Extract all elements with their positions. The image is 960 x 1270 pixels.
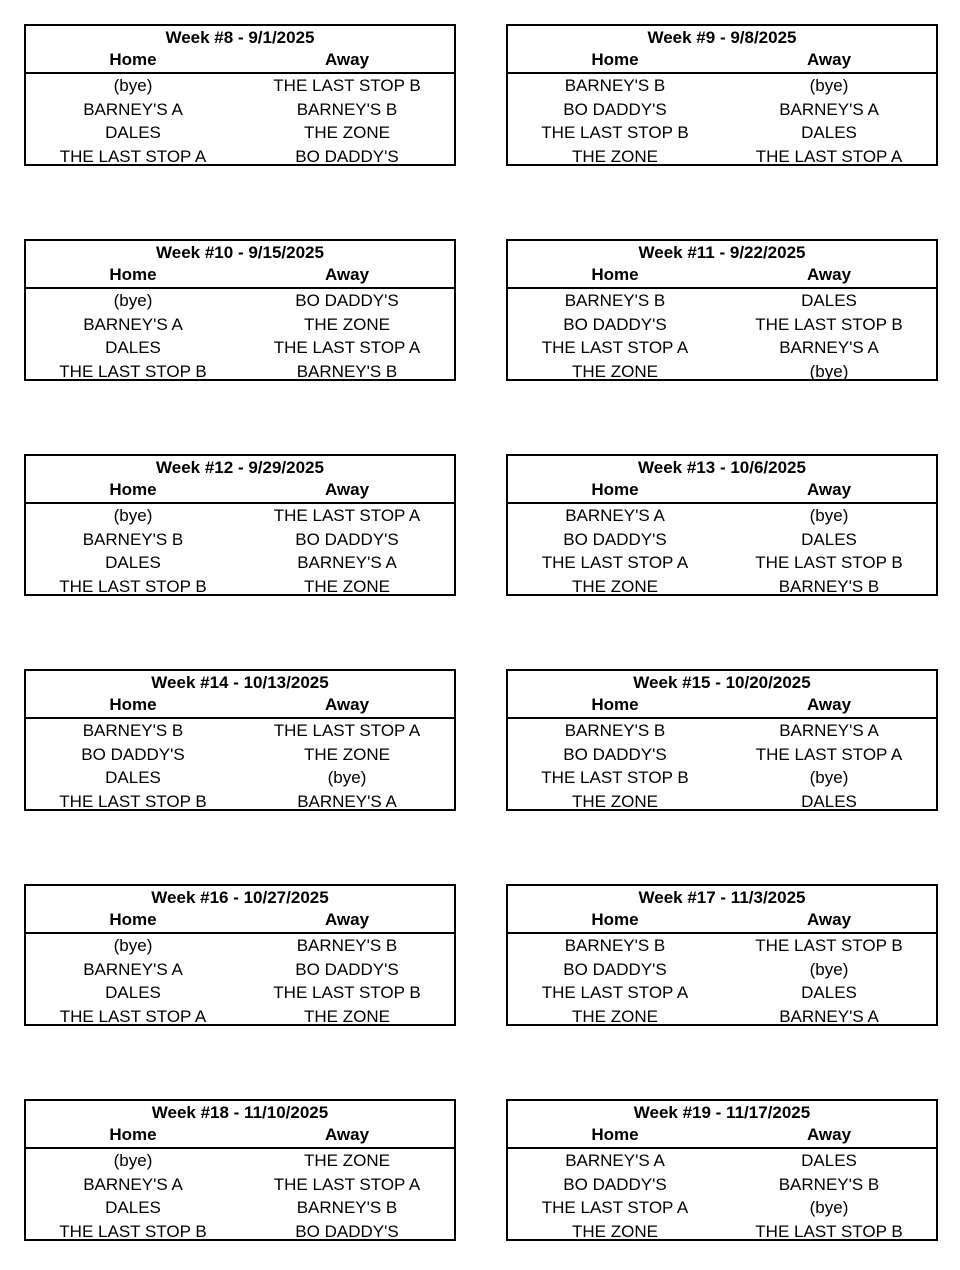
column-header-row — [508, 909, 936, 934]
away-team: DALES — [801, 123, 857, 142]
away-team: THE ZONE — [304, 1151, 390, 1170]
game-row — [26, 719, 454, 743]
game-row — [508, 121, 936, 145]
home-column-header: Home — [109, 910, 157, 929]
home-team: BARNEY'S A — [565, 506, 665, 525]
away-team: DALES — [801, 983, 857, 1002]
column-header-row — [26, 1124, 454, 1149]
home-team: THE LAST STOP A — [541, 338, 689, 357]
game-row — [26, 958, 454, 982]
week-schedule-table — [24, 24, 456, 166]
game-row — [508, 958, 936, 982]
away-column-header: Away — [806, 1125, 852, 1144]
game-row — [508, 145, 936, 169]
away-column-header: Away — [806, 695, 852, 714]
away-column-header: Away — [806, 265, 852, 284]
week-title: Week #13 - 10/6/2025 — [638, 458, 806, 477]
game-row — [508, 1005, 936, 1029]
game-row — [508, 1220, 936, 1244]
week-schedule-table — [24, 454, 456, 596]
away-team: THE LAST STOP B — [273, 983, 421, 1002]
away-team: THE LAST STOP A — [273, 506, 421, 525]
game-row — [26, 790, 454, 814]
home-team: THE LAST STOP A — [59, 1006, 207, 1026]
away-team: (bye) — [809, 76, 849, 95]
away-team: (bye) — [809, 959, 849, 979]
game-row — [508, 528, 936, 552]
home-column-header: Home — [591, 265, 639, 284]
away-team: THE ZONE — [304, 123, 390, 142]
away-team: BARNEY'S B — [296, 361, 398, 381]
away-team: BO DADDY'S — [295, 959, 399, 979]
home-column-header: Home — [109, 50, 157, 69]
home-team: BARNEY'S B — [564, 291, 666, 310]
away-column-header: Away — [324, 695, 370, 714]
home-team: DALES — [105, 123, 161, 142]
away-team: THE LAST STOP A — [273, 721, 421, 740]
home-team: THE ZONE — [572, 576, 658, 596]
home-team: THE LAST STOP A — [59, 146, 207, 166]
game-row — [26, 74, 454, 98]
away-team: THE ZONE — [304, 576, 390, 596]
week-schedule-table — [24, 1099, 456, 1241]
home-column-header: Home — [591, 480, 639, 499]
week-schedule-table — [24, 239, 456, 381]
home-team: THE LAST STOP B — [541, 768, 689, 787]
week-title: Week #12 - 9/29/2025 — [156, 458, 324, 477]
game-row — [26, 313, 454, 337]
home-team: THE LAST STOP A — [541, 1198, 689, 1217]
away-team: BO DADDY'S — [295, 1221, 399, 1241]
game-row — [508, 98, 936, 122]
away-team: BARNEY'S B — [296, 936, 398, 955]
home-team: THE ZONE — [572, 1221, 658, 1241]
away-team: THE LAST STOP B — [755, 314, 903, 334]
home-team: BO DADDY'S — [563, 314, 667, 334]
home-team: DALES — [105, 553, 161, 572]
home-team: BARNEY'S A — [83, 1174, 183, 1194]
game-row — [508, 743, 936, 767]
game-row — [508, 1173, 936, 1197]
away-team: BARNEY'S B — [778, 576, 880, 596]
away-team: DALES — [801, 1151, 857, 1170]
away-team: THE LAST STOP B — [273, 76, 421, 95]
game-row — [508, 719, 936, 743]
home-team: THE ZONE — [572, 146, 658, 166]
away-column-header: Away — [324, 910, 370, 929]
game-row — [26, 1220, 454, 1244]
away-team: BARNEY'S A — [297, 791, 397, 811]
home-team: THE ZONE — [572, 791, 658, 811]
game-row — [508, 74, 936, 98]
game-row — [26, 145, 454, 169]
away-team: BARNEY'S A — [779, 338, 879, 357]
away-column-header: Away — [806, 910, 852, 929]
away-team: BO DADDY'S — [295, 529, 399, 549]
away-team: THE LAST STOP B — [755, 1221, 903, 1241]
home-team: BARNEY'S A — [83, 99, 183, 119]
home-column-header: Home — [591, 910, 639, 929]
game-row — [26, 1173, 454, 1197]
game-row — [508, 313, 936, 337]
away-team: THE ZONE — [304, 1006, 390, 1026]
home-team: THE LAST STOP B — [541, 123, 689, 142]
week-title: Week #16 - 10/27/2025 — [151, 888, 329, 907]
away-team: DALES — [801, 529, 857, 549]
week-title: Week #11 - 9/22/2025 — [638, 243, 806, 262]
home-team: BARNEY'S A — [83, 314, 183, 334]
column-header-row — [508, 694, 936, 719]
home-team: BARNEY'S B — [564, 76, 666, 95]
home-team: BO DADDY'S — [563, 1174, 667, 1194]
home-column-header: Home — [109, 1125, 157, 1144]
game-row — [508, 934, 936, 958]
home-team: BARNEY'S B — [82, 721, 184, 740]
home-column-header: Home — [109, 695, 157, 714]
away-team: BARNEY'S A — [779, 1006, 879, 1026]
game-row — [26, 121, 454, 145]
game-row — [508, 504, 936, 528]
away-team: (bye) — [809, 768, 849, 787]
home-column-header: Home — [591, 695, 639, 714]
game-row — [26, 934, 454, 958]
away-team: (bye) — [809, 361, 849, 381]
game-row — [508, 790, 936, 814]
away-team: BARNEY'S A — [779, 721, 879, 740]
game-row — [26, 575, 454, 599]
column-header-row — [26, 49, 454, 74]
week-schedule-table — [506, 239, 938, 381]
away-team: THE LAST STOP A — [273, 338, 421, 357]
game-row — [508, 981, 936, 1005]
home-team: THE ZONE — [572, 1006, 658, 1026]
away-team: (bye) — [327, 768, 367, 787]
home-team: BARNEY'S A — [83, 959, 183, 979]
away-team: THE LAST STOP B — [755, 936, 903, 955]
week-title: Week #8 - 9/1/2025 — [165, 28, 315, 47]
column-header-row — [26, 479, 454, 504]
game-row — [508, 360, 936, 384]
column-header-row — [508, 479, 936, 504]
game-row — [26, 504, 454, 528]
column-header-row — [508, 264, 936, 289]
home-team: (bye) — [113, 506, 153, 525]
game-row — [26, 336, 454, 360]
away-team: BO DADDY'S — [295, 146, 399, 166]
game-row — [26, 360, 454, 384]
week-title: Week #18 - 11/10/2025 — [151, 1103, 329, 1122]
home-team: (bye) — [113, 291, 153, 310]
home-team: THE LAST STOP B — [59, 1221, 207, 1241]
away-team: BARNEY'S B — [778, 1174, 880, 1194]
game-row — [26, 528, 454, 552]
home-team: THE ZONE — [572, 361, 658, 381]
week-schedule-table — [506, 1099, 938, 1241]
home-team: BO DADDY'S — [563, 959, 667, 979]
week-title: Week #10 - 9/15/2025 — [156, 243, 324, 262]
home-team: THE LAST STOP A — [541, 983, 689, 1002]
away-column-header: Away — [806, 50, 852, 69]
home-team: BO DADDY'S — [563, 529, 667, 549]
away-team: BARNEY'S B — [296, 1198, 398, 1217]
away-team: DALES — [801, 291, 857, 310]
away-team: THE LAST STOP A — [755, 744, 903, 764]
home-team: BO DADDY'S — [563, 744, 667, 764]
game-row — [26, 551, 454, 575]
week-schedule-table — [506, 669, 938, 811]
home-team: (bye) — [113, 936, 153, 955]
away-team: THE LAST STOP B — [755, 553, 903, 572]
week-title: Week #15 - 10/20/2025 — [633, 673, 811, 692]
week-title: Week #19 - 11/17/2025 — [633, 1103, 811, 1122]
game-row — [26, 1196, 454, 1220]
home-team: (bye) — [113, 76, 153, 95]
game-row — [26, 1149, 454, 1173]
column-header-row — [508, 49, 936, 74]
home-team: BO DADDY'S — [563, 99, 667, 119]
away-column-header: Away — [806, 480, 852, 499]
game-row — [508, 551, 936, 575]
week-title: Week #14 - 10/13/2025 — [151, 673, 329, 692]
game-row — [26, 289, 454, 313]
home-column-header: Home — [591, 1125, 639, 1144]
game-row — [26, 766, 454, 790]
game-row — [508, 1149, 936, 1173]
away-team: BARNEY'S A — [297, 553, 397, 572]
home-team: DALES — [105, 1198, 161, 1217]
home-team: (bye) — [113, 1151, 153, 1170]
away-team: THE LAST STOP A — [755, 146, 903, 166]
column-header-row — [26, 909, 454, 934]
week-schedule-table — [506, 454, 938, 596]
home-team: THE LAST STOP B — [59, 576, 207, 596]
game-row — [508, 766, 936, 790]
game-row — [508, 289, 936, 313]
home-team: DALES — [105, 338, 161, 357]
away-team: BARNEY'S A — [779, 99, 879, 119]
home-team: BARNEY'S B — [564, 721, 666, 740]
week-title: Week #9 - 9/8/2025 — [647, 28, 797, 47]
game-row — [26, 98, 454, 122]
week-schedule-table — [24, 669, 456, 811]
home-team: THE LAST STOP B — [59, 361, 207, 381]
game-row — [508, 336, 936, 360]
away-team: (bye) — [809, 1198, 849, 1217]
away-team: (bye) — [809, 506, 849, 525]
away-team: THE ZONE — [304, 744, 390, 764]
column-header-row — [26, 264, 454, 289]
home-team: BARNEY'S B — [564, 936, 666, 955]
home-column-header: Home — [109, 265, 157, 284]
week-schedule-table — [506, 884, 938, 1026]
week-title: Week #17 - 11/3/2025 — [638, 888, 806, 907]
home-column-header: Home — [591, 50, 639, 69]
week-schedule-table — [24, 884, 456, 1026]
game-row — [26, 981, 454, 1005]
away-column-header: Away — [324, 50, 370, 69]
home-team: BARNEY'S A — [565, 1151, 665, 1170]
game-row — [26, 743, 454, 767]
column-header-row — [508, 1124, 936, 1149]
home-team: THE LAST STOP A — [541, 553, 689, 572]
home-team: DALES — [105, 983, 161, 1002]
home-team: THE LAST STOP B — [59, 791, 207, 811]
away-team: BO DADDY'S — [295, 291, 399, 310]
away-team: BARNEY'S B — [296, 99, 398, 119]
away-column-header: Away — [324, 480, 370, 499]
away-column-header: Away — [324, 265, 370, 284]
home-team: DALES — [105, 768, 161, 787]
home-column-header: Home — [109, 480, 157, 499]
game-row — [508, 1196, 936, 1220]
game-row — [508, 575, 936, 599]
away-team: THE LAST STOP A — [273, 1174, 421, 1194]
column-header-row — [26, 694, 454, 719]
away-column-header: Away — [324, 1125, 370, 1144]
home-team: BARNEY'S B — [82, 529, 184, 549]
game-row — [26, 1005, 454, 1029]
away-team: THE ZONE — [304, 314, 390, 334]
home-team: BO DADDY'S — [81, 744, 185, 764]
week-schedule-table — [506, 24, 938, 166]
away-team: DALES — [801, 791, 857, 811]
